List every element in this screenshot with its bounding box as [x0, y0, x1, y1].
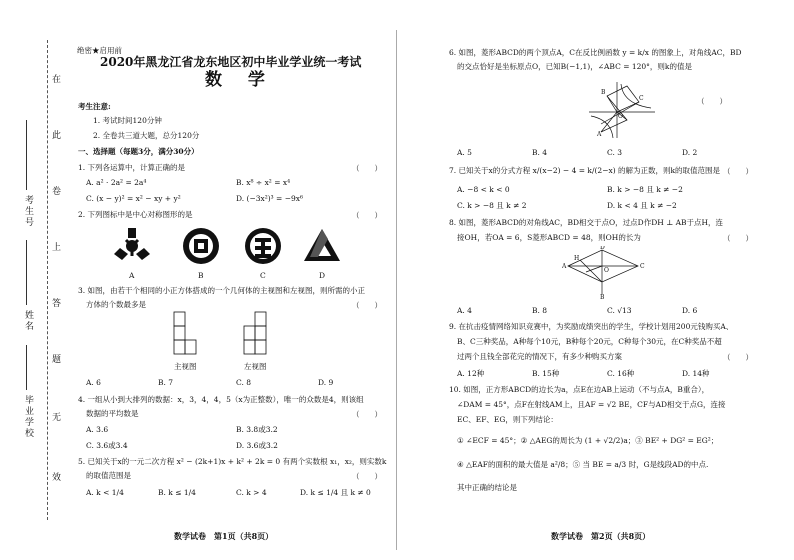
q4-option-d: D. 3.6或3.2 — [236, 441, 278, 450]
q3-stem-line1: 3. 如图，由若干个相同的小正方体搭成的一个几何体的主视图和左视图，则所需的小正 — [78, 286, 366, 295]
name-label: 姓名 — [23, 310, 33, 332]
q5-stem-line1: 5. 已知关于x的一元二次方程 x² − (2k+1)x + k² + 2k = 0 有两个实数根 x₁，x₂，则实数k — [78, 457, 387, 466]
answer-paren: （ ） — [352, 164, 382, 173]
q7-option-c: C. k > −8 且 k ≠ 2 — [457, 201, 527, 210]
q6-option-d: D. 2 — [682, 148, 698, 157]
q4-option-a: A. 3.6 — [86, 425, 109, 434]
svg-text:B: B — [600, 294, 605, 300]
exam-title: 2020年黑龙江省龙东地区初中毕业学业统一考试 — [100, 55, 362, 69]
answer-paren: （ ） — [352, 410, 382, 419]
q10-line: 10. 如图，正方形ABCD的边长为a，点E在边AB上运动（不与点A，B重合）， — [449, 385, 710, 394]
svg-text:C: C — [639, 95, 644, 102]
name-line — [26, 240, 27, 305]
q7-option-a: A. −8 < k < 0 — [457, 185, 510, 194]
page-2 — [397, 0, 794, 560]
section-heading: 一、选择题（每题3分，满分30分） — [78, 147, 199, 156]
q4-option-c: C. 3.6或3.4 — [86, 441, 128, 450]
note-item: 1. 考试时间120分钟 — [93, 116, 162, 125]
binding-dashed-line — [47, 40, 48, 520]
q10-conclusions-1: ① ∠ECF = 45°；② △AEG的周长为 (1 + √2/2)a；③ BE² + DG² = EG²； — [457, 436, 719, 445]
q6-figure — [587, 80, 657, 140]
logo-c-icon — [243, 226, 283, 266]
q9-line: 9. 在抗击疫情网络知识竞赛中，为奖励成绩突出的学生，学校计划用200元钱购买A、 — [449, 322, 734, 331]
q5-option-d: D. k ≤ 1/4 且 k ≠ 0 — [300, 488, 371, 497]
q5-option-b: B. k ≤ 1/4 — [158, 488, 196, 497]
q8-option-d: D. 6 — [682, 306, 698, 315]
q1-stem: 1. 下列各运算中，计算正确的是 — [78, 163, 186, 172]
q2-label-d: D — [319, 271, 326, 280]
binding-char: 答 — [52, 299, 62, 309]
q3-option-a: A. 6 — [86, 378, 101, 387]
q10-last-line: 其中正确的结论是 — [457, 483, 517, 492]
q5-stem-line2: 的取值范围是 — [86, 471, 131, 480]
binding-char: 效 — [52, 473, 62, 483]
q9-line: B、C三种奖品，A种每个10元，B种每个20元，C种每个30元，在C种奖品不超 — [457, 337, 722, 346]
svg-text:O: O — [618, 113, 623, 120]
binding-char: 无 — [52, 413, 62, 423]
logo-b-icon — [181, 226, 221, 266]
binding-char: 卷 — [52, 187, 62, 197]
q4-stem-line2: 数据的平均数是 — [86, 409, 139, 418]
q2-stem: 2. 下列图标中是中心对称图形的是 — [78, 210, 193, 219]
subject-title: 数 学 — [205, 70, 275, 90]
svg-text:O: O — [604, 267, 609, 274]
svg-text:H: H — [574, 255, 580, 262]
q10-line: EC、EF、EG，则下列结论： — [457, 415, 558, 424]
q6-option-b: B. 4 — [532, 148, 548, 157]
q8-stem-line2: 接OH，若OA = 6，S菱形ABCD = 48，则OH的长为 — [457, 233, 641, 242]
answer-paren: （ ） — [352, 211, 382, 220]
q2-label-b: B — [198, 271, 204, 280]
q1-option-c: C. (x − y)² = x² − xy + y² — [86, 194, 181, 203]
main-view-label: 主视图 — [174, 362, 197, 371]
binding-char: 在 — [52, 75, 62, 85]
q8-figure — [562, 246, 648, 300]
q9-option-c: C. 16种 — [607, 369, 635, 378]
q4-option-b: B. 3.8或3.2 — [236, 425, 278, 434]
q10-line: ∠DAM = 45°，点F在射线AM上，且AF = √2 BE，CF与AD相交于点G，连接 — [457, 400, 726, 409]
answer-paren: （ ） — [352, 301, 382, 310]
q3-stem-line2: 方体的个数最多是 — [86, 300, 146, 309]
q8-option-b: B. 8 — [532, 306, 548, 315]
svg-text:A: A — [597, 131, 602, 138]
q3-option-b: B. 7 — [158, 378, 174, 387]
left-view-label: 左视图 — [244, 362, 267, 371]
answer-paren: （ ） — [352, 472, 382, 481]
q6-stem-line1: 6. 如图，菱形ABCD的两个顶点A，C在反比例函数 y = k/x 的图象上，对角线AC，BD — [449, 48, 742, 57]
q8-option-a: A. 4 — [457, 306, 472, 315]
binding-char: 上 — [52, 243, 62, 253]
binding-char: 题 — [52, 355, 62, 365]
svg-text:A: A — [562, 263, 567, 270]
q6-option-a: A. 5 — [457, 148, 472, 157]
q7-option-d: D. k < 4 且 k ≠ −2 — [607, 201, 677, 210]
left-view-figure — [240, 310, 270, 356]
q1-option-d: D. (−3x²)³ = −9x⁶ — [236, 194, 304, 203]
q6-option-c: C. 3 — [607, 148, 623, 157]
candidate-number-label: 考生号 — [23, 195, 33, 228]
q8-option-c: C. √13 — [607, 306, 632, 315]
q4-stem-line1: 4. 一组从小到大排列的数据：x，3，4，4，5（x为正整数），唯一的众数是4，则该组 — [78, 395, 364, 404]
q7-option-b: B. k > −8 且 k ≠ −2 — [607, 185, 683, 194]
answer-paren: （ ） — [697, 97, 727, 106]
page-footer: 数学试卷 第1页（共8页） — [174, 531, 274, 541]
q5-option-a: A. k < 1/4 — [86, 488, 124, 497]
q9-line: 过两个且钱全部花完的情况下，有多少种购买方案 — [457, 352, 622, 361]
q9-option-b: B. 15种 — [532, 369, 560, 378]
q6-stem-line2: 的交点恰好是坐标原点O，已知B(−1,1)，∠ABC = 120°，则k的值是 — [457, 62, 692, 71]
binding-char: 此 — [52, 131, 62, 141]
q3-option-d: D. 9 — [318, 378, 334, 387]
q7-stem: 7. 已知关于x的分式方程 x/(x−2) − 4 = k/(2−x) 的解为正数，则k的取值范围是 — [449, 166, 721, 175]
svg-text:B: B — [601, 89, 606, 96]
svg-text:D: D — [600, 246, 605, 251]
q5-option-c: C. k > 4 — [236, 488, 267, 497]
secret-mark: 绝密★启用前 — [77, 46, 122, 55]
svg-text:C: C — [640, 263, 645, 270]
q3-option-c: C. 8 — [236, 378, 252, 387]
school-line — [26, 345, 27, 390]
q2-label-a: A — [129, 271, 135, 280]
q1-option-a: A. a² · 2a² = 2a⁴ — [86, 178, 147, 187]
answer-paren: （ ） — [723, 353, 753, 362]
page-footer: 数学试卷 第2页（共8页） — [551, 531, 651, 541]
logo-a-icon — [112, 226, 152, 266]
candidate-number-line — [26, 120, 27, 190]
main-view-figure — [170, 310, 200, 356]
notes-heading: 考生注意: — [78, 102, 111, 111]
q9-option-d: D. 14种 — [682, 369, 710, 378]
q10-conclusions-2: ④ △EAF的面积的最大值是 a²/8；⑤ 当 BE = a/3 时，G是线段AD的中点. — [457, 460, 709, 469]
answer-paren: （ ） — [723, 167, 753, 176]
note-item: 2. 全卷共三道大题，总分120分 — [93, 131, 200, 140]
answer-paren: （ ） — [723, 234, 753, 243]
school-label: 毕业学校 — [23, 395, 33, 439]
q9-option-a: A. 12种 — [457, 369, 485, 378]
q2-label-c: C — [260, 271, 266, 280]
q8-stem-line1: 8. 如图，菱形ABCD的对角线AC，BD相交于点O，过点D作DH ⊥ AB于点H，连 — [449, 218, 724, 227]
q1-option-b: B. x⁸ ÷ x² = x⁴ — [236, 178, 291, 187]
logo-d-icon — [302, 227, 342, 265]
